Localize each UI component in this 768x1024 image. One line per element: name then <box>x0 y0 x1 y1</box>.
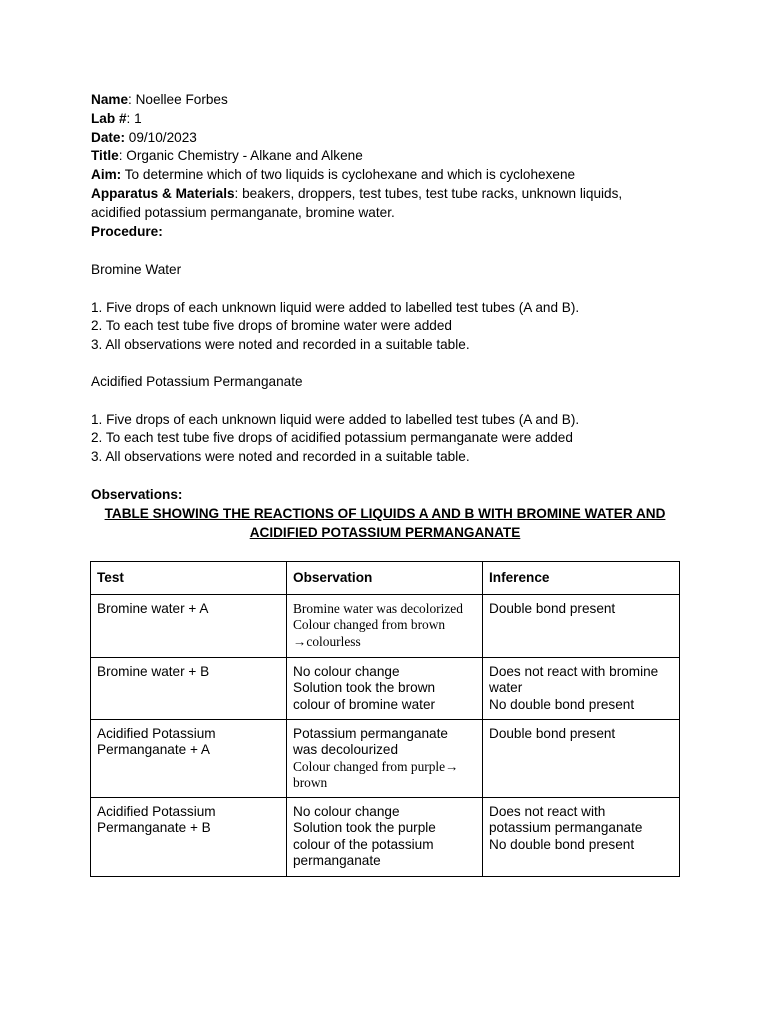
inference-cell <box>483 798 680 877</box>
title-line <box>91 147 691 166</box>
table-title-line: TABLE SHOWING THE REACTIONS OF LIQUIDS A AND B WITH BROMINE WATER AND <box>104 506 666 521</box>
lab-value: : 1 <box>126 110 142 126</box>
cell-text-line: Colour changed from purple→ <box>293 758 459 774</box>
date-line <box>91 129 691 148</box>
cell-text-line: water <box>489 680 523 696</box>
observations-section <box>91 486 691 505</box>
name-value: : Noellee Forbes <box>128 92 228 107</box>
observation-cell <box>287 720 483 798</box>
inference-cell <box>483 658 680 720</box>
table-body <box>91 595 680 877</box>
bromine-procedure <box>91 261 691 355</box>
date-value: 09/10/2023 <box>125 129 197 145</box>
cell-text-line: Solution took the purple <box>293 820 436 836</box>
kmno4-step: 2. To each test tube five drops of acidified potassium permanganate were added <box>91 430 573 446</box>
cell-text-line: Solution took the brown <box>293 680 436 696</box>
lab-line <box>91 110 691 129</box>
bromine-step: 1. Five drops of each unknown liquid were added to labelled test tubes (A and B). <box>91 299 580 315</box>
title-label: Title <box>91 148 119 164</box>
aim-line <box>91 166 691 185</box>
table-title-line: ACIDIFIED POTASSIUM PERMANGANATE <box>249 524 521 540</box>
cell-text-line: No double bond present <box>489 696 635 712</box>
aim-label: Aim: <box>91 167 122 183</box>
table-row <box>91 720 680 798</box>
cell-text-line: Double bond present <box>489 726 616 742</box>
kmno4-step: 1. Five drops of each unknown liquid were added to labelled test tubes (A and B). <box>91 411 580 427</box>
table-header-row <box>91 562 680 595</box>
cell-text-line: Does not react with bromine <box>489 664 659 680</box>
kmno4-procedure <box>91 373 691 467</box>
cell-text-line: colour of the potassium <box>293 836 434 852</box>
column-header-observation: Observation <box>287 562 483 595</box>
cell-text-line: No double bond present <box>489 836 635 852</box>
kmno4-step: 3. All observations were noted and recorded in a suitable table. <box>91 449 470 465</box>
kmno4-heading: Acidified Potassium Permanganate <box>91 374 303 389</box>
cell-text-line: Bromine water + B <box>97 664 210 680</box>
cell-text-line: No colour change <box>293 804 400 820</box>
bromine-step: 2. To each test tube five drops of bromine water were added <box>91 318 452 334</box>
title-value: : Organic Chemistry - Alkane and Alkene <box>118 148 363 164</box>
cell-text-line: Double bond present <box>489 601 616 617</box>
name-label: Name <box>91 92 129 107</box>
table-row <box>91 595 680 658</box>
cell-text-line: Acidified Potassium <box>97 726 216 742</box>
apparatus-label: Apparatus & Materials <box>91 185 235 201</box>
apparatus-line <box>91 185 651 223</box>
test-cell <box>91 720 287 798</box>
bromine-heading: Bromine Water <box>91 262 182 277</box>
inference-cell <box>483 595 680 658</box>
cell-text-line: Colour changed from brown <box>293 617 446 633</box>
observation-cell <box>287 658 483 720</box>
column-header-inference: Inference <box>483 562 680 595</box>
cell-text-line: brown <box>293 774 328 790</box>
test-cell <box>91 798 287 877</box>
cell-text-line: →colourless <box>293 633 361 649</box>
cell-text-line: Permanganate + B <box>97 820 211 836</box>
table-title <box>91 505 679 543</box>
cell-text-line: colour of bromine water <box>293 696 436 712</box>
cell-text-line: Does not react with <box>489 804 606 820</box>
report-header <box>91 91 691 241</box>
cell-text-line: potassium permanganate <box>489 820 643 836</box>
bromine-step: 3. All observations were noted and recorded in a suitable table. <box>91 337 470 353</box>
cell-text-line: Permanganate + A <box>97 742 210 758</box>
cell-text-line: Bromine water was decolorized <box>293 601 463 617</box>
test-cell <box>91 595 287 658</box>
name-line <box>91 91 691 110</box>
inference-cell <box>483 720 680 798</box>
observation-cell <box>287 798 483 877</box>
table-row <box>91 798 680 877</box>
cell-text-line: was decolourized <box>293 742 399 758</box>
procedure-label: Procedure: <box>91 223 163 239</box>
column-header-test: Test <box>91 562 287 595</box>
lab-label: Lab # <box>91 110 127 126</box>
aim-value: To determine which of two liquids is cyclohexane and which is cyclohexene <box>121 167 576 183</box>
test-cell <box>91 658 287 720</box>
cell-text-line: Bromine water + A <box>97 601 209 617</box>
observation-table <box>90 561 680 877</box>
apparatus-value: : beakers, droppers, test tubes, test tube racks, unknown liquids, acidified potassium permanganate, bromine water. <box>91 185 623 220</box>
cell-text-line: Potassium permanganate <box>293 726 448 742</box>
cell-text-line: Acidified Potassium <box>97 804 216 820</box>
table-row <box>91 658 680 720</box>
cell-text-line: No colour change <box>293 664 400 680</box>
procedure-line <box>91 223 691 242</box>
observations-label: Observations: <box>91 487 183 502</box>
cell-text-line: permanganate <box>293 852 381 868</box>
observation-cell <box>287 595 483 658</box>
date-label: Date: <box>91 129 125 145</box>
